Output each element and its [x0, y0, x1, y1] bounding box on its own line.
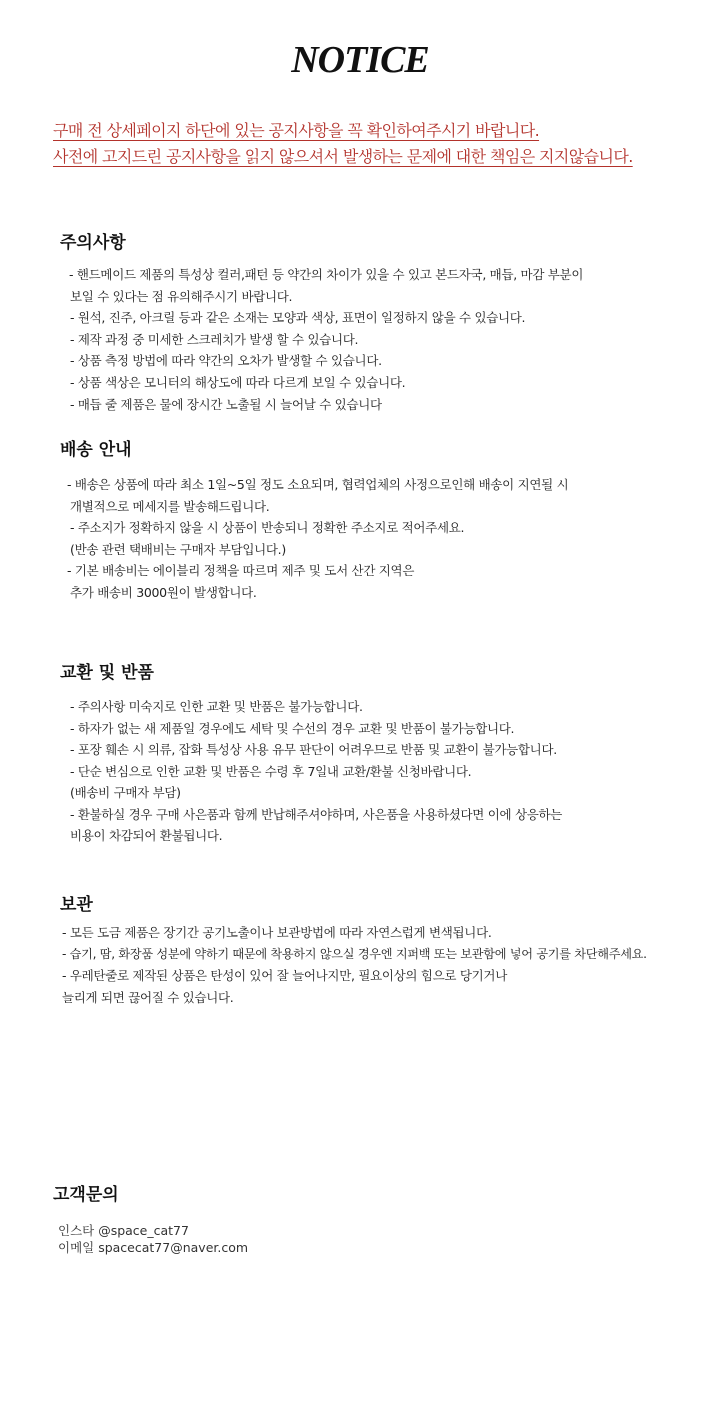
exchange-line: - 하자가 없는 새 제품일 경우에도 세탁 및 수선의 경우 교환 및 반품이 불가능합니다. [70, 721, 515, 736]
caution-heading: 주의사항 [60, 233, 126, 253]
warning-line-2: 사전에 고지드린 공지사항을 읽지 않으셔서 발생하는 문제에 대한 책임은 지지않습니다. [53, 147, 633, 166]
contact-email: 이메일 spacecat77@naver.com [58, 1240, 249, 1255]
shipping-line: - 주소지가 정확하지 않을 시 상품이 반송되니 정확한 주소지로 적어주세요. [70, 520, 465, 535]
exchange-line: - 주의사항 미숙지로 인한 교환 및 반품은 불가능합니다. [70, 699, 363, 714]
exchange-line: 비용이 차감되어 환불됩니다. [70, 828, 223, 843]
exchange-line: - 포장 훼손 시 의류, 잡화 특성상 사용 유무 판단이 어려우므로 반품 및 교환이 불가능합니다. [70, 742, 557, 757]
storage-line: - 습기, 땀, 화장품 성분에 약하기 때문에 착용하지 않으실 경우엔 지퍼백 또는 보관함에 넣어 공기를 차단해주세요. [62, 947, 647, 961]
storage-line: - 우레탄줄로 제작된 상품은 탄성이 있어 잘 늘어나지만, 필요이상의 힘으로 당기거나 [62, 968, 507, 983]
contact-heading: 고객문의 [53, 1185, 119, 1205]
caution-line: - 매듭 줄 제품은 물에 장시간 노출될 시 늘어날 수 있습니다 [70, 397, 382, 412]
storage-line: 늘리게 되면 끊어질 수 있습니다. [62, 990, 234, 1005]
exchange-heading: 교환 및 반품 [60, 663, 154, 683]
caution-line: - 상품 색상은 모니터의 해상도에 따라 다르게 보일 수 있습니다. [70, 375, 406, 390]
warning-line-1: 구매 전 상세페이지 하단에 있는 공지사항을 꼭 확인하여주시기 바랍니다. [53, 121, 540, 140]
contact-instagram: 인스타 @space_cat77 [58, 1223, 189, 1238]
caution-line: - 제작 과정 중 미세한 스크레치가 발생 할 수 있습니다. [70, 332, 359, 347]
exchange-line: - 환불하실 경우 구매 사은품과 함께 반납해주셔야하며, 사은품을 사용하셨다면 이에 상응하는 [70, 807, 563, 822]
caution-line: - 원석, 진주, 아크릴 등과 같은 소재는 모양과 색상, 표면이 일정하지 않을 수 있습니다. [70, 310, 526, 325]
storage-heading: 보관 [60, 895, 93, 915]
caution-line: - 핸드메이드 제품의 특성상 컬러,패턴 등 약간의 차이가 있을 수 있고 본드자국, 매듭, 마감 부분이 [69, 267, 584, 282]
shipping-line: (반송 관련 택배비는 구매자 부담입니다.) [70, 542, 286, 557]
exchange-line: (배송비 구매자 부담) [70, 785, 181, 800]
shipping-heading: 배송 안내 [60, 440, 132, 460]
shipping-line: 개별적으로 메세지를 발송해드립니다. [70, 499, 270, 514]
shipping-line: 추가 배송비 3000원이 발생합니다. [70, 585, 257, 600]
shipping-line: - 기본 배송비는 에이블리 정책을 따르며 제주 및 도서 산간 지역은 [67, 563, 415, 578]
caution-line: 보일 수 있다는 점 유의해주시기 바랍니다. [70, 289, 293, 304]
exchange-line: - 단순 변심으로 인한 교환 및 반품은 수령 후 7일내 교환/환불 신청바랍니다. [70, 764, 472, 779]
shipping-line: - 배송은 상품에 따라 최소 1일~5일 정도 소요되며, 협력업체의 사정으로인해 배송이 지연될 시 [67, 477, 569, 492]
caution-line: - 상품 측정 방법에 따라 약간의 오차가 발생할 수 있습니다. [70, 353, 382, 368]
notice-title: NOTICE [291, 39, 429, 81]
storage-line: - 모든 도금 제품은 장기간 공기노출이나 보관방법에 따라 자연스럽게 변색됩니다. [62, 925, 492, 940]
